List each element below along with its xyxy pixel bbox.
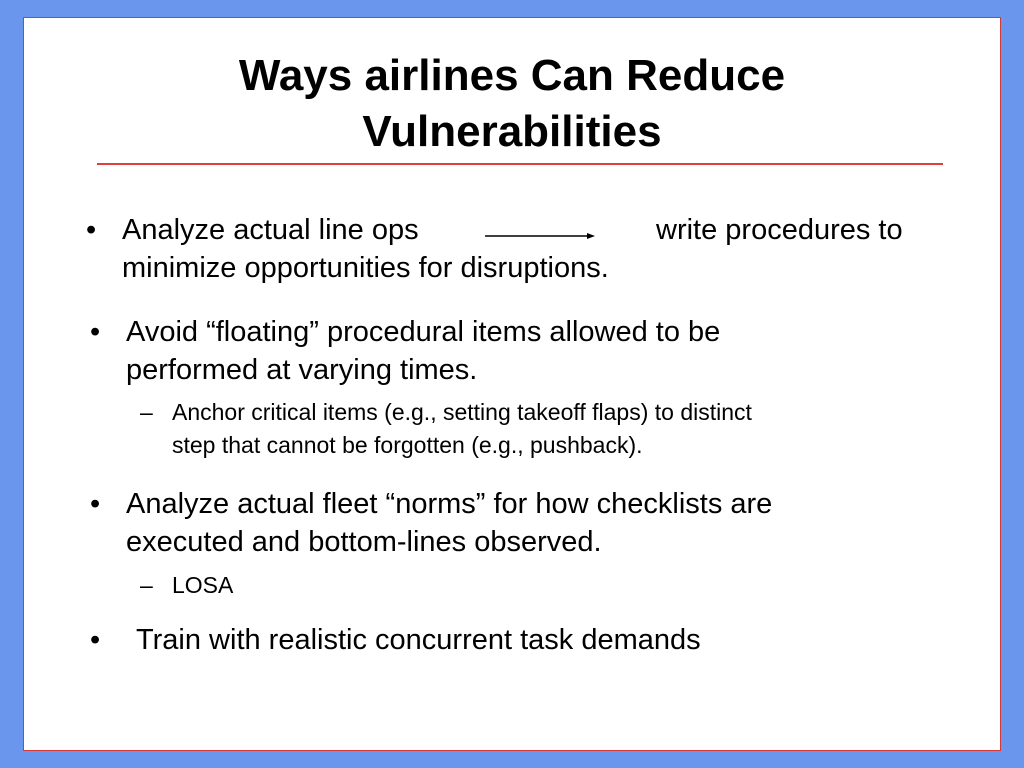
bullet-1-text-part1: Analyze actual line ops xyxy=(122,214,419,246)
bullet-2-sub-line2: step that cannot be forgotten (e.g., pushback). xyxy=(172,432,643,458)
bullet-3-sub-line1: LOSA xyxy=(172,572,234,598)
bullet-dot: • xyxy=(90,488,101,520)
bullet-dot: • xyxy=(86,214,97,246)
bullet-4-text-line1: Train with realistic concurrent task demands xyxy=(136,624,701,656)
bullet-3-text-line2: executed and bottom-lines observed. xyxy=(126,526,602,558)
bullet-dot: • xyxy=(90,624,101,656)
bullet-2-text-line1: Avoid “floating” procedural items allowed to be xyxy=(126,316,721,348)
arrow-icon xyxy=(485,230,595,242)
title-divider xyxy=(97,163,943,165)
bullet-dot: • xyxy=(90,316,101,348)
sub-dash: – xyxy=(140,399,153,425)
slide xyxy=(23,17,1001,751)
slide-title xyxy=(24,48,1000,160)
title-line-2: Vulnerabilities xyxy=(362,107,662,156)
bullet-1-text-part2: write procedures to xyxy=(656,214,903,246)
title-line-1: Ways airlines Can Reduce xyxy=(238,51,786,100)
bullet-3-text-line1: Analyze actual fleet “norms” for how checklists are xyxy=(126,488,773,520)
bullet-2-text-line2: performed at varying times. xyxy=(126,354,478,386)
bullet-1-text-line2: minimize opportunities for disruptions. xyxy=(122,252,609,284)
bullet-2-sub-line1: Anchor critical items (e.g., setting takeoff flaps) to distinct xyxy=(172,399,752,425)
sub-dash: – xyxy=(140,572,153,598)
